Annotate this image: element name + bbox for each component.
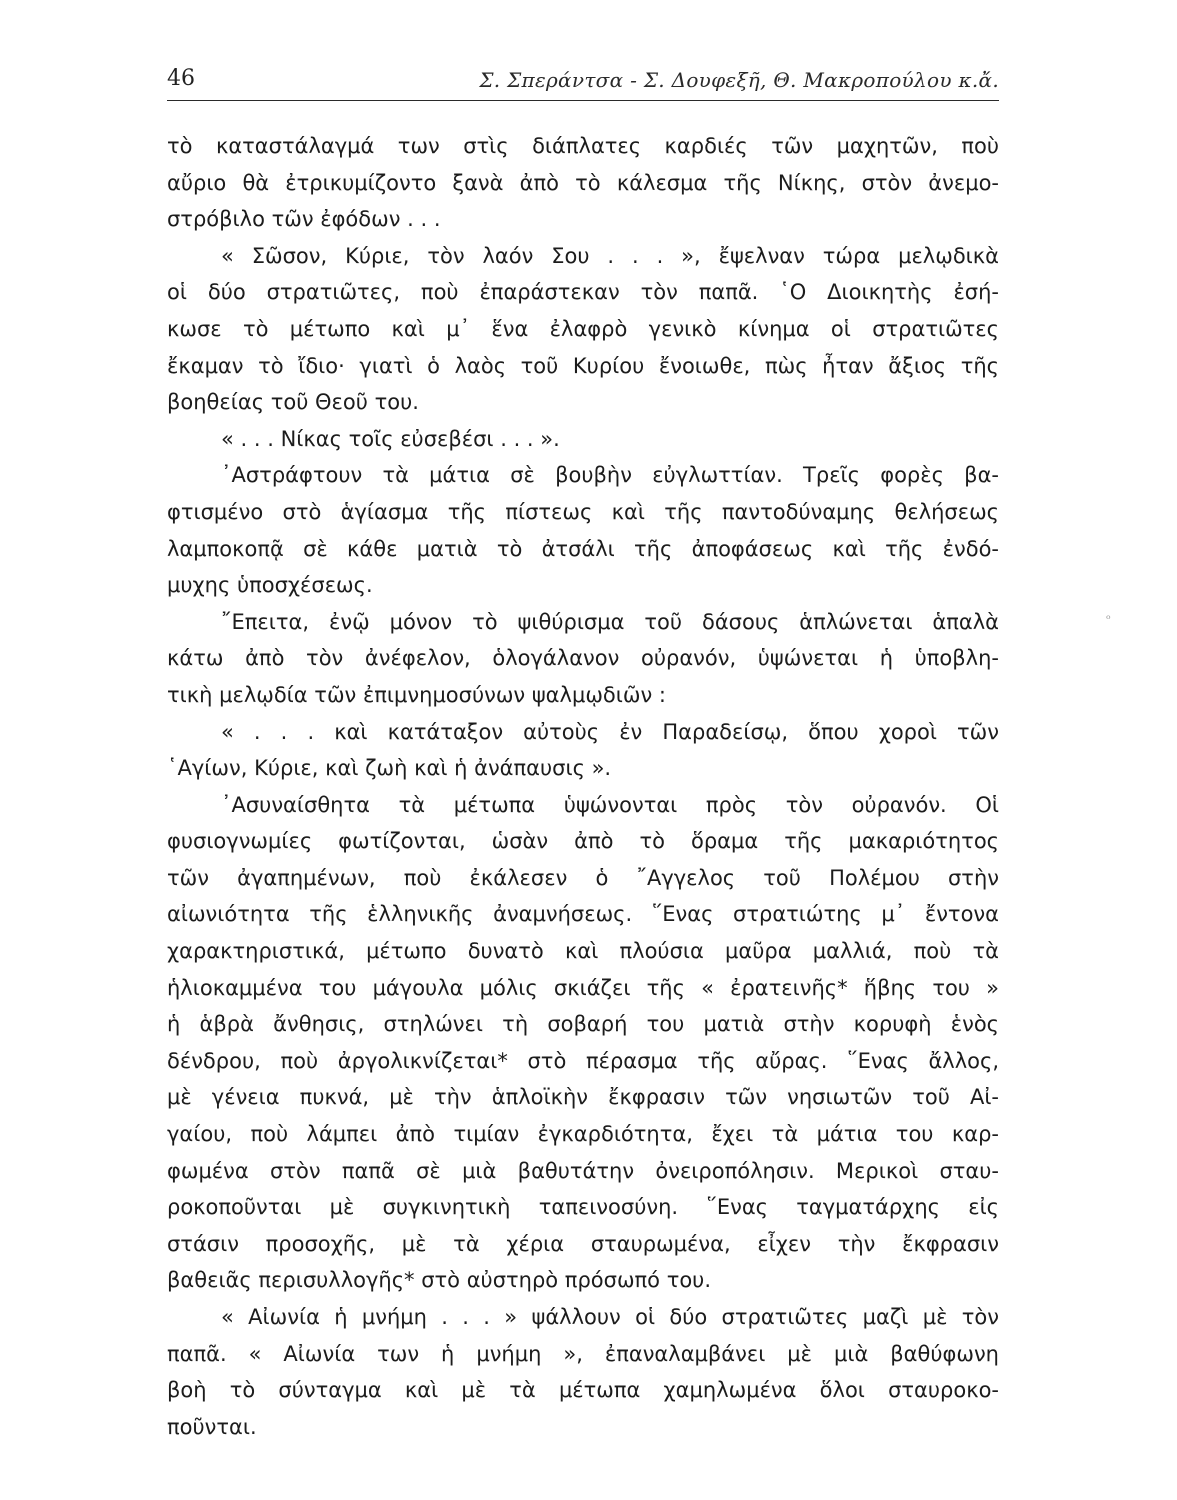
text-line: κωσε τὸ μέτωπο καὶ μ᾽ ἕνα ἐλαφρὸ γενικὸ κίνημα οἱ στρατιῶτες [167, 316, 999, 341]
text-line: στάσιν προσοχῆς, μὲ τὰ χέρια σταυρωμένα, εἶχεν τὴν ἔκφρασιν [167, 1231, 999, 1256]
text-line: ῎Επειτα, ἐνῷ μόνον τὸ ψιθύρισμα τοῦ δάσους ἁπλώνεται ἁπαλὰ [221, 609, 999, 634]
text-line: χαρακτηριστικά, μέτωπο δυνατὸ καὶ πλούσια μαῦρα μαλλιά, ποὺ τὰ [167, 939, 999, 964]
text-line: στρόβιλο τῶν ἐφόδων . . . [167, 207, 441, 232]
body-text [167, 128, 999, 1445]
text-line: τῶν ἀγαπημένων, ποὺ ἐκάλεσεν ὁ ῎Αγγελος τοῦ Πολέμου στὴν [167, 865, 999, 890]
text-line: αὔριο θὰ ἐτρικυμίζοντο ξανὰ ἀπὸ τὸ κάλεσμα τῆς Νίκης, στὸν ἀνεμο- [167, 170, 999, 195]
margin-mark: ᵒ [1106, 612, 1111, 626]
text-line: φωμένα στὸν παπᾶ σὲ μιὰ βαθυτάτην ὀνειροπόλησιν. Μερικοὶ σταυ- [167, 1158, 999, 1183]
text-line: « . . . Νίκας τοῖς εὐσεβέσι . . . ». [221, 426, 560, 451]
text-line: δένδρου, ποὺ ἀργολικνίζεται* στὸ πέρασμα τῆς αὔρας. ῞Ενας ἄλλος, [167, 1048, 999, 1073]
text-line: ροκοποῦνται μὲ συγκινητικὴ ταπεινοσύνη. ῞Ενας ταγματάρχης εἰς [167, 1195, 999, 1220]
text-line: παπᾶ. « Αἰωνία των ἡ μνήμη », ἐπαναλαμβάνει μὲ μιὰ βαθύφωνη [167, 1341, 999, 1366]
text-line: ἔκαμαν τὸ ἴδιο· γιατὶ ὁ λαὸς τοῦ Κυρίου ἔνοιωθε, πὼς ἦταν ἄξιος τῆς [167, 353, 999, 378]
text-line: κάτω ἀπὸ τὸν ἀνέφελον, ὁλογάλανον οὐρανόν, ὑψώνεται ἡ ὑποβλη- [167, 646, 999, 671]
text-line: ποῦνται. [167, 1414, 257, 1439]
text-line: μὲ γένεια πυκνά, μὲ τὴν ἁπλοϊκὴν ἔκφρασιν τῶν νησιωτῶν τοῦ Αἰ- [167, 1085, 999, 1110]
page-number: 46 [167, 66, 195, 91]
text-line: οἱ δύο στρατιῶτες, ποὺ ἐπαράστεκαν τὸν παπᾶ. ῾Ο Διοικητὴς ἐσή- [167, 280, 999, 305]
text-line: φτισμένο στὸ ἁγίασμα τῆς πίστεως καὶ τῆς παντοδύναμης θελήσεως [167, 499, 999, 524]
text-line: τὸ καταστάλαγμά των στὶς διάπλατες καρδιές τῶν μαχητῶν, ποὺ [167, 134, 999, 158]
text-line: γαίου, ποὺ λάμπει ἀπὸ τιμίαν ἐγκαρδιότητα, ἔχει τὰ μάτια του καρ- [167, 1122, 999, 1147]
text-line: βοηθείας τοῦ Θεοῦ του. [167, 390, 419, 415]
text-line: ἡλιοκαμμένα του μάγουλα μόλις σκιάζει τῆς « ἐρατεινῆς* ἥβης του » [167, 975, 999, 1000]
running-header [167, 60, 999, 101]
text-line: βοὴ τὸ σύνταγμα καὶ μὲ τὰ μέτωπα χαμηλωμένα ὅλοι σταυροκο- [167, 1378, 999, 1403]
running-title: Σ. Σπεράντσα - Σ. Δουφεξῆ, Θ. Μακροπούλου κ.ἄ. [479, 68, 999, 92]
text-line: ᾿Αστράφτουν τὰ μάτια σὲ βουβὴν εὐγλωττίαν. Τρεῖς φορὲς βα- [221, 463, 999, 488]
text-line: ῾Αγίων, Κύριε, καὶ ζωὴ καὶ ἡ ἀνάπαυσις ». [167, 756, 612, 781]
text-line: « Σῶσον, Κύριε, τὸν λαόν Σου . . . », ἔψελναν τώρα μελῳδικὰ [221, 243, 999, 268]
text-line: λαμποκοπᾷ σὲ κάθε ματιὰ τὸ ἀτσάλι τῆς ἀποφάσεως καὶ τῆς ἐνδό- [167, 536, 999, 561]
text-line: ᾿Ασυναίσθητα τὰ μέτωπα ὑψώνονται πρὸς τὸν οὐρανόν. Οἱ [221, 792, 999, 817]
text-line: αἰωνιότητα τῆς ἑλληνικῆς ἀναμνήσεως. ῞Ενας στρατιώτης μ᾽ ἔντονα [167, 902, 999, 927]
text-line: « Αἰωνία ἡ μνήμη . . . » ψάλλουν οἱ δύο στρατιῶτες μαζὶ μὲ τὸν [221, 1305, 999, 1329]
text-line: « . . . καὶ κατάταξον αὐτοὺς ἐν Παραδείσῳ, ὅπου χοροὶ τῶν [221, 719, 999, 744]
text-line: φυσιογνωμίες φωτίζονται, ὡσὰν ἀπὸ τὸ ὅραμα τῆς μακαριότητος [167, 829, 999, 854]
text-line: τικὴ μελῳδία τῶν ἐπιμνημοσύνων ψαλμῳδιῶν : [167, 682, 666, 707]
text-line: βαθειᾶς περισυλλογῆς* στὸ αὐστηρὸ πρόσωπό του. [167, 1268, 712, 1293]
text-line: μυχης ὑποσχέσεως. [167, 573, 373, 598]
text-line: ἡ ἁβρὰ ἄνθησις, στηλώνει τὴ σοβαρή του ματιὰ στὴν κορυφὴ ἑνὸς [167, 1012, 999, 1037]
